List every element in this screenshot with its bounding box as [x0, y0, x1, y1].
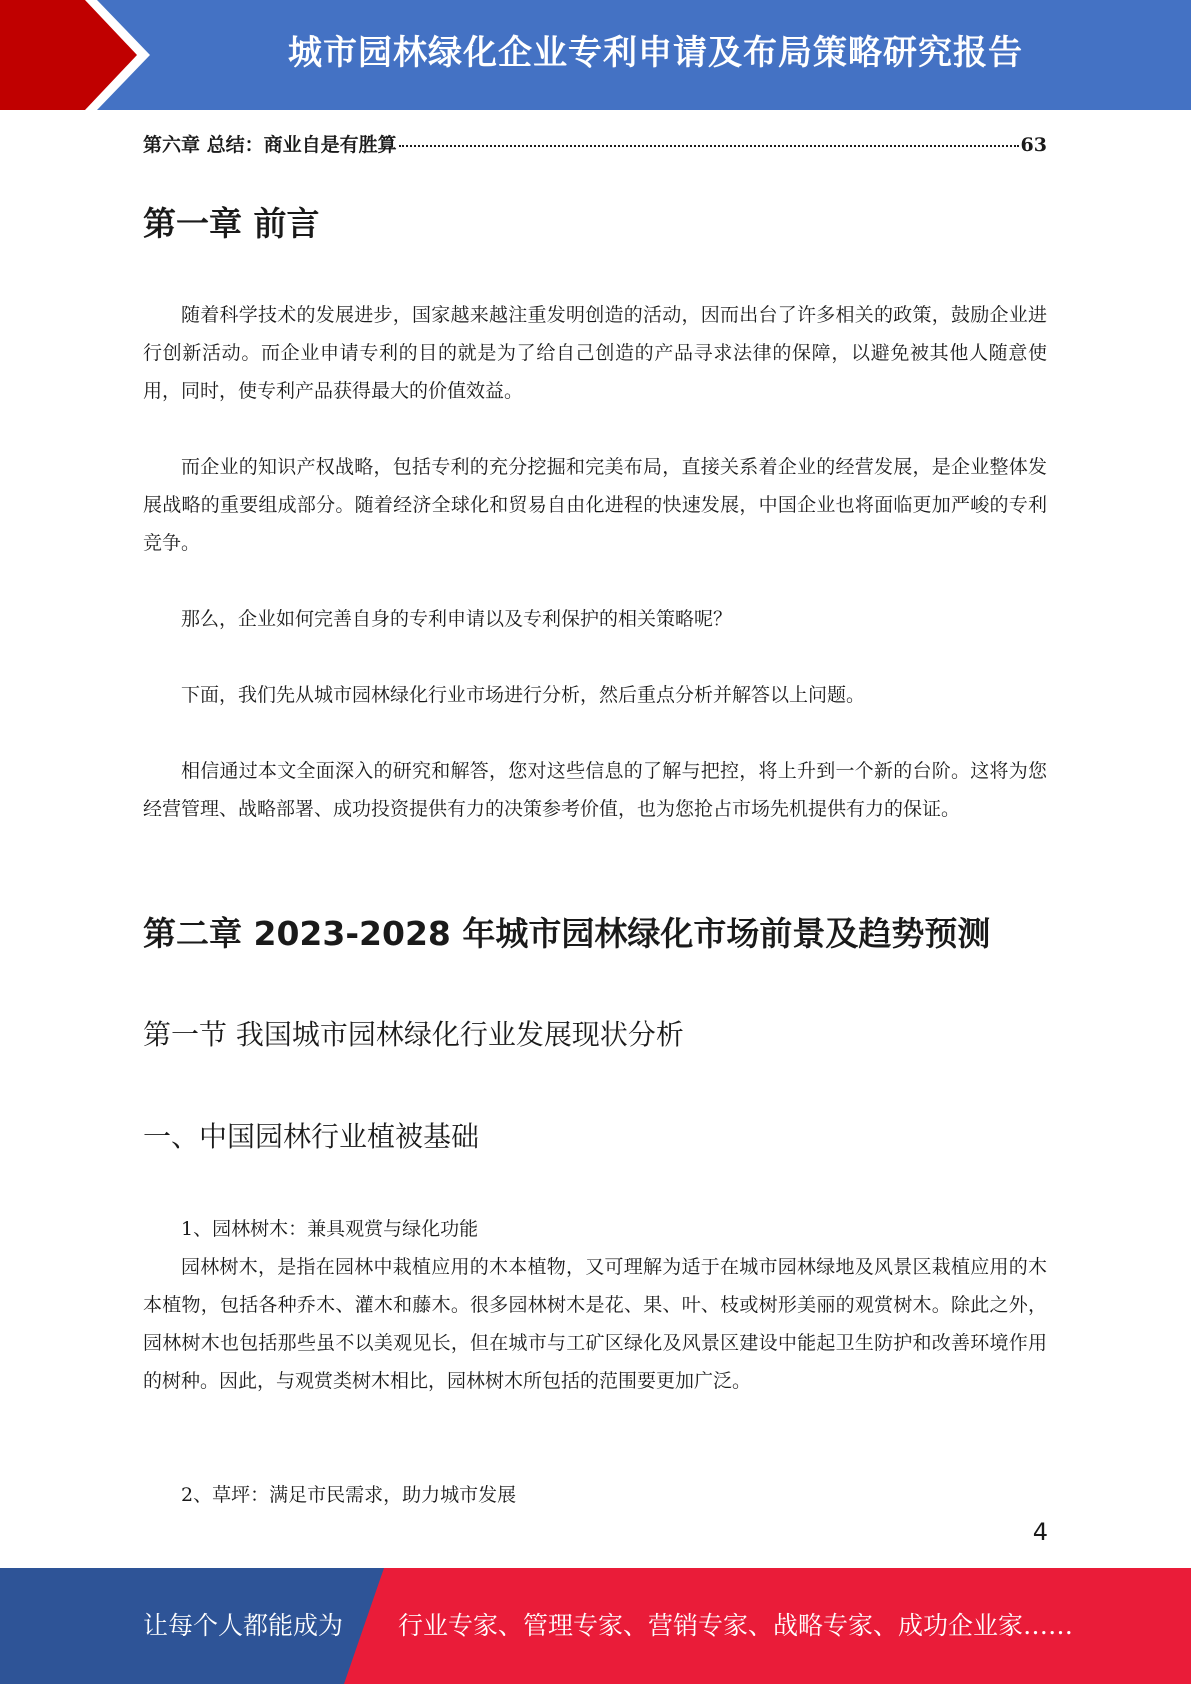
header-chevron-icon — [0, 0, 140, 110]
footer-slogan-left: 让每个人都能成为 — [143, 1611, 344, 1640]
item-1-text: 园林树木，是指在园林中栽植应用的木本植物，又可理解为适于在城市园林绿地及风景区栽植应用的木本植物，包括各种乔木、灌木和藤木。很多园林树木是花、果、叶、枝或树形美丽的观赏树木。除此之外，园林树木也包括那些虽不以美观见长，但在城市与工矿区绿化及风景区建设中能起卫生防护和改善环境作用的树种。因此，与观赏类树木相比，园林树木所包括的范围要更加广泛。 — [143, 1256, 1047, 1392]
subsection-1-title: 一、中国园林行业植被基础 — [143, 1120, 480, 1153]
chapter-1-paragraph: 那么，企业如何完善自身的专利申请以及专利保护的相关策略呢？ — [181, 608, 733, 630]
toc-leader-dots — [399, 145, 1019, 147]
item-1-heading: 1、园林树木：兼具观赏与绿化功能 — [181, 1218, 479, 1240]
page-footer — [0, 1568, 1191, 1684]
page-number: 4 — [1032, 1518, 1048, 1546]
chapter-1-paragraph: 随着科学技术的发展进步，国家越来越注重发明创造的活动，因而出台了许多相关的政策，鼓励企业进行创新活动。而企业申请专利的目的就是为了给自己创造的产品寻求法律的保障，以避免被其他人随意使用，同时，使专利产品获得最大的价值效益。 — [143, 304, 1047, 402]
report-title: 城市园林绿化企业专利申请及布局策略研究报告 — [288, 33, 1023, 73]
toc-entry-label: 第六章 总结：商业自是有胜算 — [143, 134, 397, 156]
page-header — [0, 0, 1191, 110]
item-2-heading: 2、草坪：满足市民需求，助力城市发展 — [181, 1484, 517, 1506]
section-1-title: 第一节 我国城市园林绿化行业发展现状分析 — [143, 1018, 684, 1051]
chapter-1-paragraph: 下面，我们先从城市园林绿化行业市场进行分析，然后重点分析并解答以上问题。 — [181, 684, 866, 706]
toc-entry-page: 63 — [1020, 134, 1047, 156]
toc-entry[interactable] — [143, 130, 1047, 157]
chapter-1-title: 第一章 前言 — [143, 204, 320, 243]
chapter-1-paragraph: 相信通过本文全面深入的研究和解答，您对这些信息的了解与把控，将上升到一个新的台阶。这将为您经营管理、战略部署、成功投资提供有力的决策参考价值，也为您抢占市场先机提供有力的保证。 — [143, 760, 1047, 820]
chapter-1-paragraph: 而企业的知识产权战略，包括专利的充分挖掘和完美布局，直接关系着企业的经营发展，是企业整体发展战略的重要组成部分。随着经济全球化和贸易自由化进程的快速发展，中国企业也将面临更加严峻的专利竞争。 — [143, 456, 1047, 554]
footer-slogan-right: 行业专家、管理专家、营销专家、战略专家、成功企业家…… — [398, 1611, 1074, 1640]
chapter-2-title: 第二章 2023-2028 年城市园林绿化市场前景及趋势预测 — [143, 914, 991, 953]
